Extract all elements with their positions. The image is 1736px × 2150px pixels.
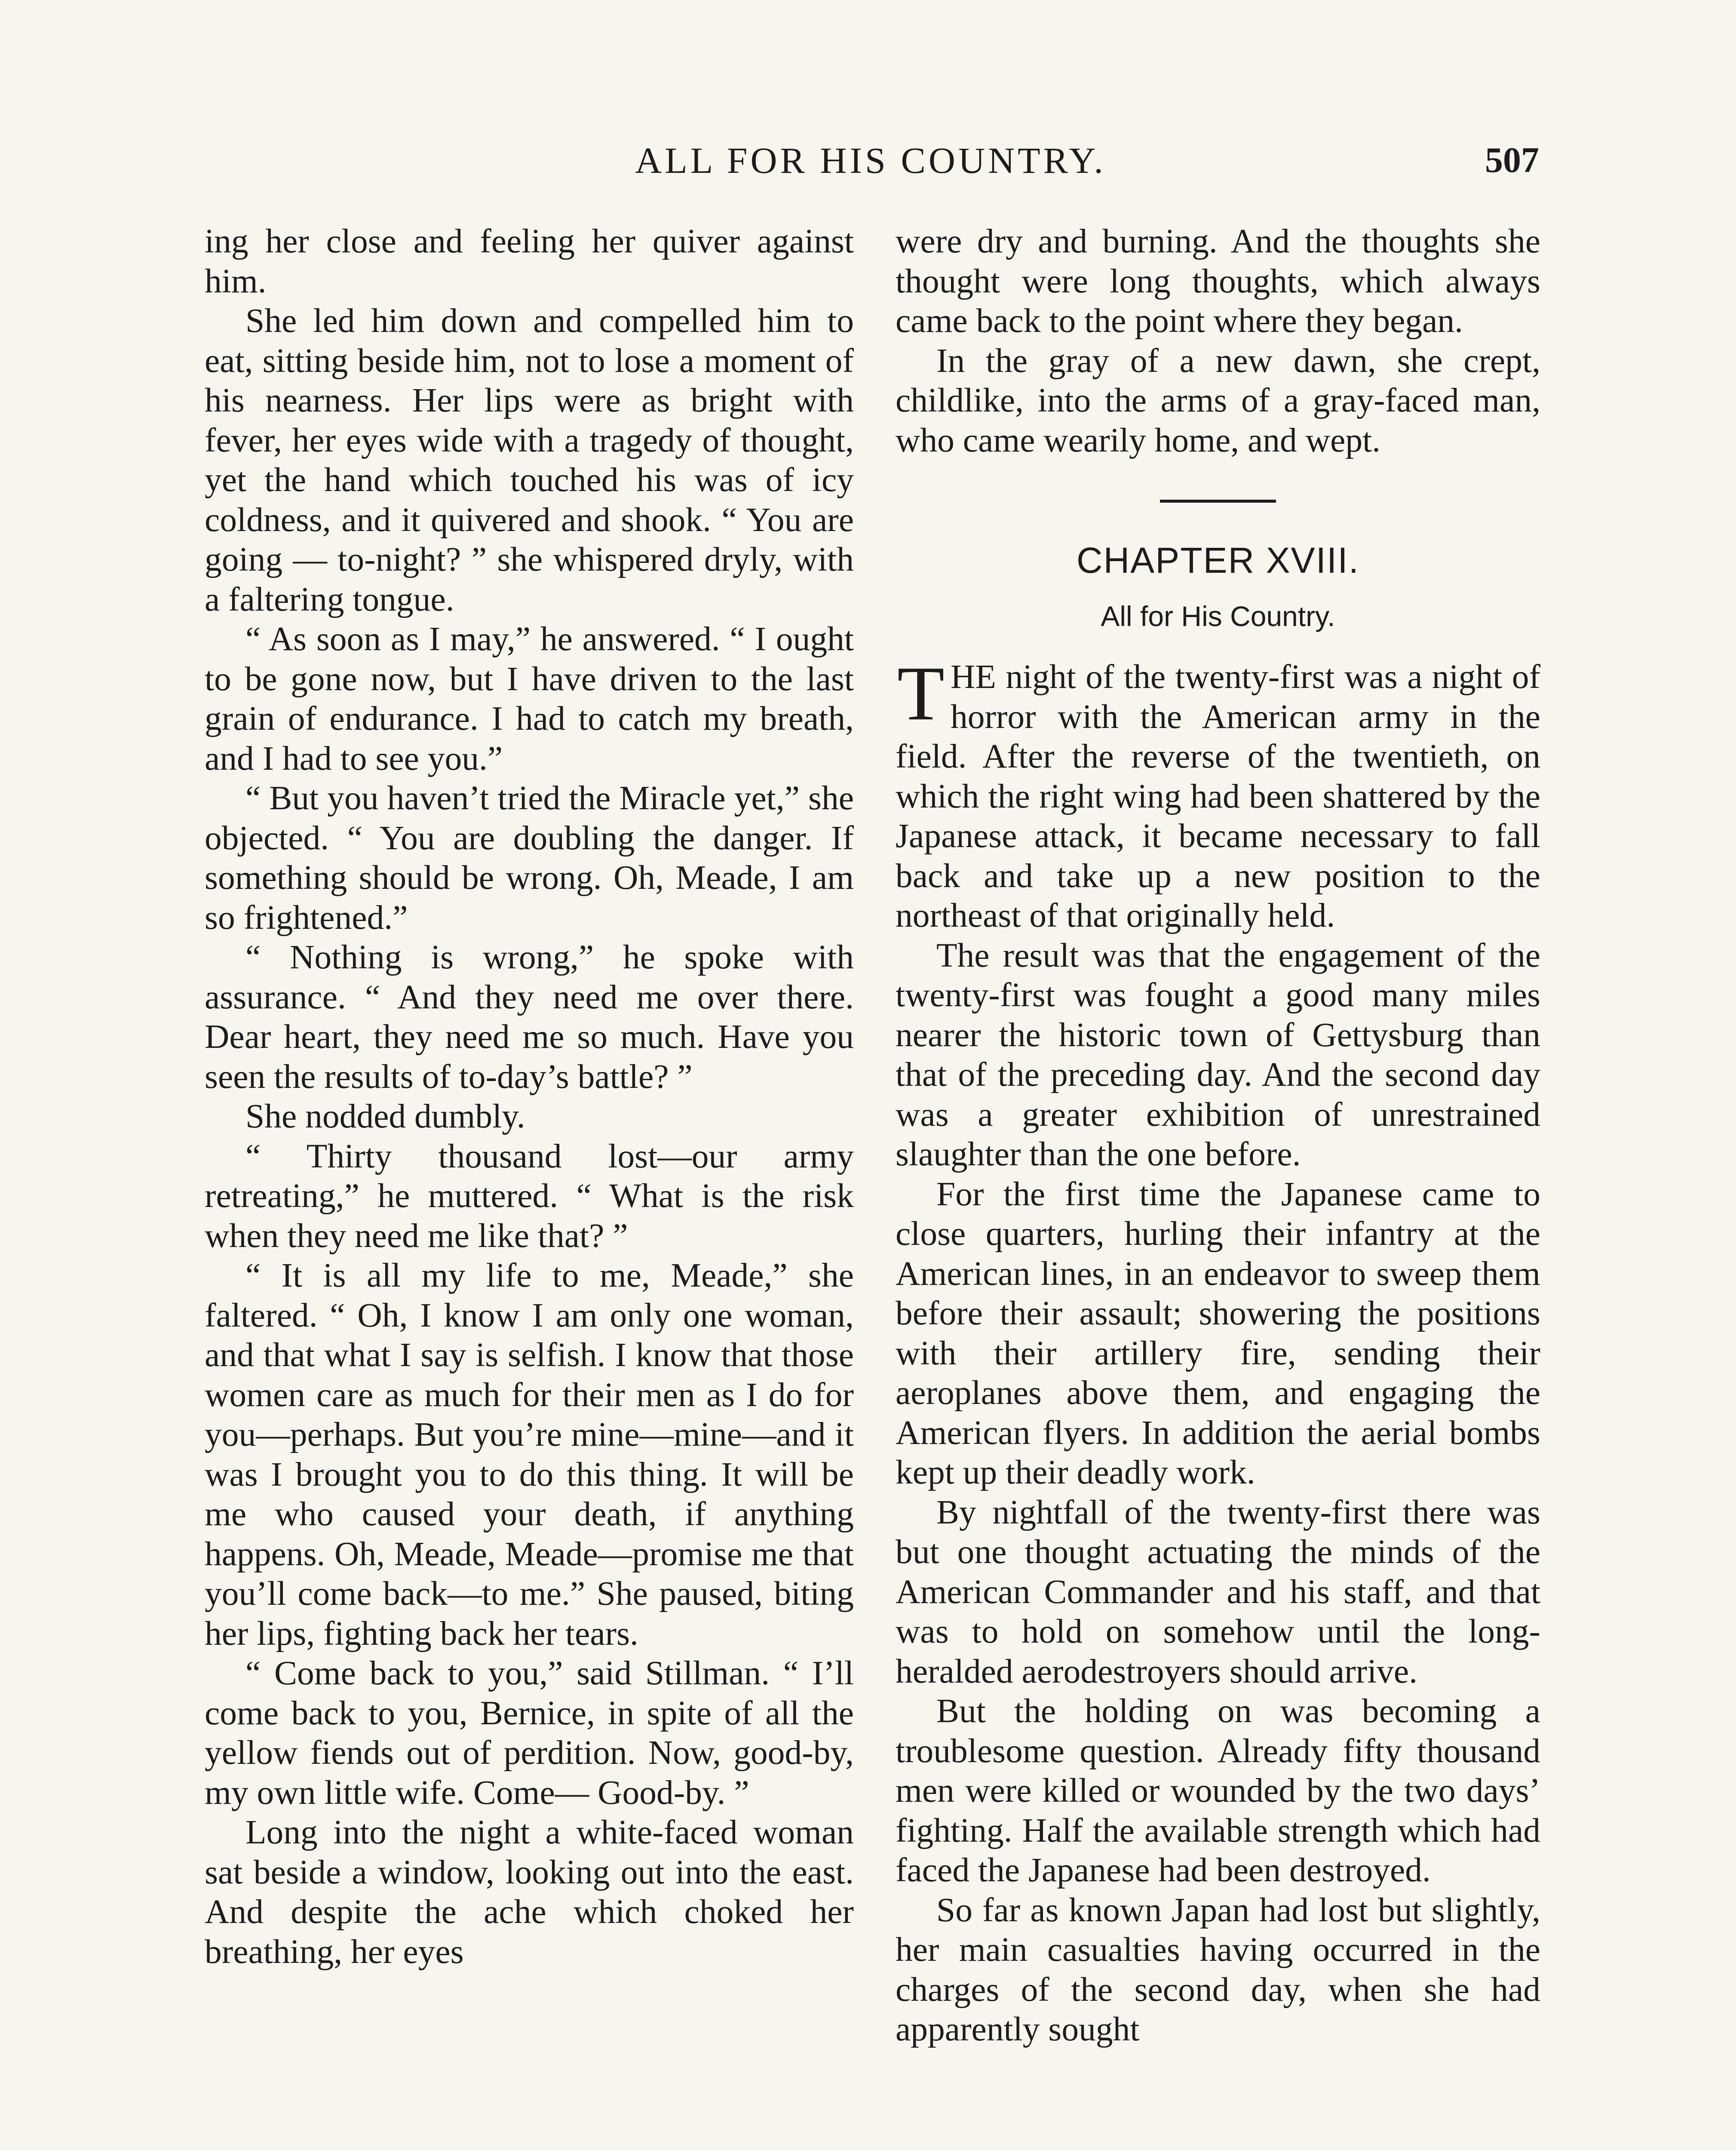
paragraph: ing her close and feeling her quiver against him.	[205, 222, 854, 300]
section-divider	[1160, 500, 1276, 503]
paragraph: Long into the night a white-faced woman sat beside a window, looking out into the east. And despite the ache which choked her breathing, her eyes	[205, 1813, 854, 1971]
page-number: 507	[1485, 140, 1539, 180]
paragraph: For the first time the Japanese came to close quarters, hurling their infantry at the American lines, in an endeavor to sweep them before their assault; showering the positions with their artillery fire, sending their aeroplanes above them, and engaging the American flyers. In addition the aerial bombs kept up their deadly work.	[896, 1175, 1540, 1491]
paragraph: “ As soon as I may,” he answered. “ I ought to be gone now, but I have driven to the last grain of endurance. I had to catch my breath, and I had to see you.”	[205, 620, 854, 777]
paragraph: “ Come back to you,” said Stillman. “ I’ll come back to you, Bernice, in spite of all the yellow fiends out of perdition. Now, good-by, my own little wife. Come— Good-by. ”	[205, 1654, 854, 1812]
running-title: ALL FOR HIS COUNTRY.	[635, 140, 1106, 181]
opening-text: HE night of the twenty-first was a night of horror with the American army in the field. After the reverse of the twentieth, on which the right wing had been shattered by the Japanese attack, it became necessary to fall back and take up a new position to the northeast of that originally held.	[896, 658, 1540, 934]
paragraph: So far as known Japan had lost but slightly, her main casualties having occurred in the charges of the second day, when she had apparently sought	[896, 1891, 1540, 2048]
paragraph: In the gray of a new dawn, she crept, childlike, into the arms of a gray-faced man, who came wearily home, and wept.	[896, 341, 1540, 459]
paragraph: But the holding on was becoming a troublesome question. Already fifty thousand men were killed or wounded by the two days’ fighting. Half the available strength which had faced the Japanese had been destroyed.	[896, 1692, 1540, 1889]
left-column	[205, 221, 854, 1972]
right-column	[896, 221, 1540, 2049]
chapter-heading: CHAPTER XVIII.	[1076, 540, 1360, 580]
paragraph: She led him down and compelled him to eat, sitting beside him, not to lose a moment of his nearness. Her lips were as bright with fever, her eyes wide with a tragedy of thought, yet the hand which touched his was of icy coldness, and it quivered and shook. “ You are going — to-night? ” she whispered dryly, with a faltering tongue.	[205, 302, 854, 618]
paragraph: “ Nothing is wrong,” he spoke with assurance. “ And they need me over there. Dear heart, they need me so much. Have you seen the results of to-day’s battle? ”	[205, 938, 854, 1096]
chapter-subtitle: All for His Country.	[1101, 600, 1335, 632]
paragraph: By nightfall of the twenty-first there was but one thought actuating the minds of the American Commander and his staff, and that was to hold on somehow until the long-heralded aerodestroyers should arrive.	[896, 1493, 1540, 1690]
paragraph: She nodded dumbly.	[245, 1097, 525, 1135]
paragraph: were dry and burning. And the thoughts she thought were long thoughts, which always came back to the point where they began.	[896, 222, 1540, 340]
paragraph: The result was that the engagement of the twenty-first was fought a good many miles nearer the historic town of Gettysburg than that of the preceding day. And the second day was a greater exhibition of unrestrained slaughter than the one before.	[896, 936, 1540, 1173]
paragraph: “ But you haven’t tried the Miracle yet,” she objected. “ You are doubling the danger. If something should be wrong. Oh, Meade, I am so frightened.”	[205, 779, 854, 937]
paragraph: “ It is all my life to me, Meade,” she faltered. “ Oh, I know I am only one woman, and that what I say is selfish. I know that those women care as much for their men as I do for you—perhaps. But you’re mine—mine—and it was I brought you to do this thing. It will be me who caused your death, if anything happens. Oh, Meade, Meade—promise me that you’ll come back—to me.” She paused, biting her lips, fighting back her tears.	[205, 1256, 854, 1652]
drop-cap: T	[897, 651, 945, 736]
running-header	[202, 137, 1539, 184]
chapter-opening-paragraph	[896, 651, 1540, 936]
paragraph: “ Thirty thousand lost—our army retreating,” he muttered. “ What is the risk when they need me like that? ”	[205, 1137, 854, 1255]
